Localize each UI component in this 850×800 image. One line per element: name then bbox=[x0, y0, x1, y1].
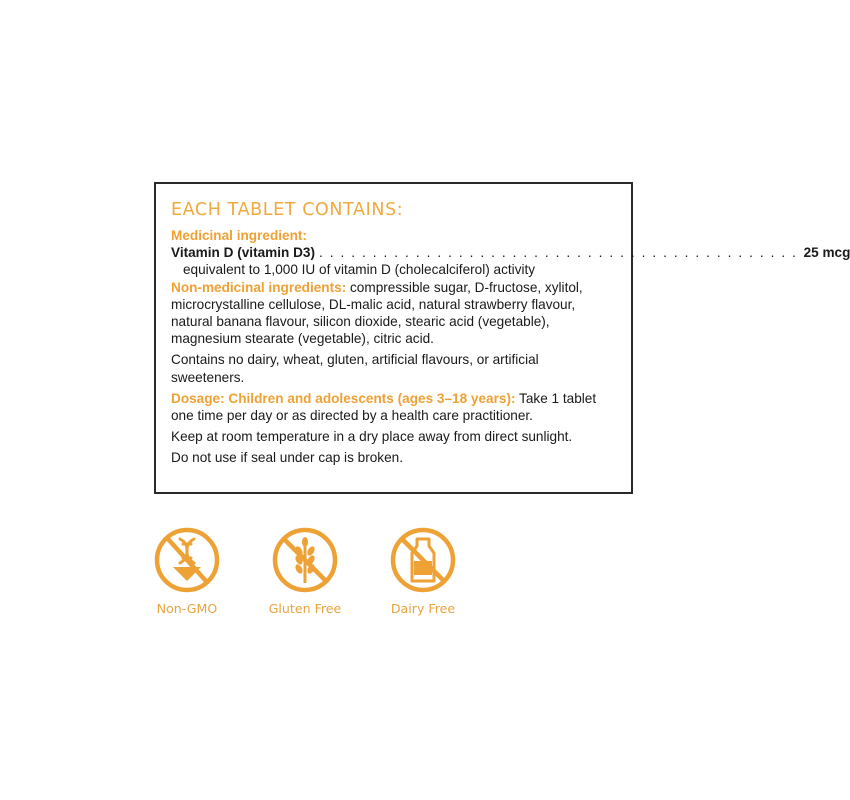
equivalent-text: equivalent to 1,000 IU of vitamin D (cholecalciferol) activity bbox=[183, 262, 536, 278]
dosage-text-1: Take 1 tablet bbox=[515, 390, 597, 406]
panel-title: EACH TABLET CONTAINS: bbox=[171, 200, 404, 220]
badge-dairy-free bbox=[358, 527, 488, 616]
vitamin-amount: 25 mcg bbox=[803, 245, 850, 261]
non-medicinal-heading: Non-medicinal ingredients: bbox=[171, 279, 347, 295]
leader-dots: . . . . . . . . . . . . . . . . . . . . . . . . . . . . . . . . . . . . . . . . . . . . . bbox=[319, 245, 798, 261]
storage-text: Keep at room temperature in a dry place away from direct sunlight. bbox=[171, 429, 573, 445]
medicinal-heading: Medicinal ingredient: bbox=[171, 228, 307, 243]
dosage-text-2: one time per day or as directed by a health care practitioner. bbox=[171, 408, 533, 424]
dosage-heading: Dosage: Children and adolescents (ages 3–18 years): bbox=[171, 390, 516, 406]
badge-label-non-gmo: Non-GMO bbox=[156, 601, 218, 616]
vitamin-name: Vitamin D (vitamin D3) bbox=[171, 245, 316, 261]
contains-text-2: sweeteners. bbox=[171, 369, 245, 385]
contains-text-1: Contains no dairy, wheat, gluten, artificial flavours, or artificial bbox=[171, 352, 539, 368]
badge-label-dairy-free: Dairy Free bbox=[390, 601, 456, 616]
dosage-block bbox=[171, 390, 617, 407]
milk-crossed-icon bbox=[390, 527, 456, 593]
supplement-facts-panel bbox=[154, 182, 850, 494]
non-medicinal-block bbox=[171, 279, 617, 296]
seal-warning: Do not use if seal under cap is broken. bbox=[171, 450, 403, 466]
badge-non-gmo bbox=[122, 527, 252, 616]
non-medicinal-text-1: compressible sugar, D-fructose, xylitol, bbox=[346, 279, 583, 295]
non-medicinal-text-2: microcrystalline cellulose, DL-malic acid, natural strawberry flavour, bbox=[171, 296, 576, 312]
badge-row bbox=[0, 527, 800, 627]
dna-crossed-icon bbox=[154, 527, 220, 593]
medicinal-ingredient-row bbox=[171, 244, 850, 261]
badge-label-gluten-free: Gluten Free bbox=[268, 601, 342, 616]
non-medicinal-text-4: magnesium stearate (vegetable), citric acid. bbox=[171, 331, 434, 347]
wheat-crossed-icon bbox=[272, 527, 338, 593]
non-medicinal-text-3: natural banana flavour, silicon dioxide, stearic acid (vegetable), bbox=[171, 314, 550, 330]
badge-gluten-free bbox=[240, 527, 370, 616]
